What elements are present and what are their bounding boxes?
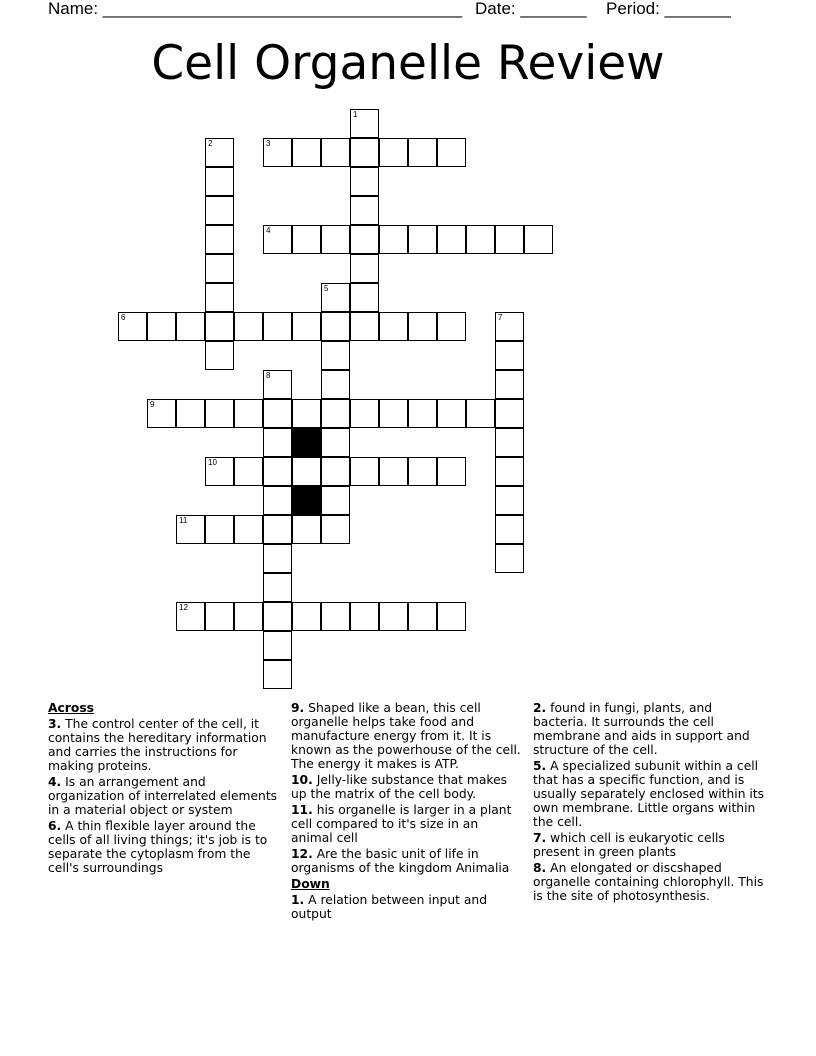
crossword-cell[interactable] xyxy=(321,283,350,312)
crossword-cell[interactable] xyxy=(495,428,524,457)
clue-text: which cell is eukaryotic cells present in green plants xyxy=(533,831,725,859)
clue-number-label: 8 xyxy=(266,371,271,380)
crossword-cell[interactable] xyxy=(292,225,321,254)
crossword-cell[interactable] xyxy=(321,341,350,370)
blocked-cell xyxy=(292,486,321,515)
crossword-cell[interactable] xyxy=(263,457,292,486)
clue-number: 4. xyxy=(48,775,62,789)
clue-across-12 xyxy=(291,847,523,875)
crossword-cell[interactable] xyxy=(176,312,205,341)
crossword-cell[interactable] xyxy=(350,138,379,167)
crossword-cell[interactable] xyxy=(321,399,350,428)
crossword-cell[interactable] xyxy=(321,602,350,631)
clue-across-10 xyxy=(291,773,523,801)
crossword-cell[interactable] xyxy=(379,312,408,341)
crossword-cell[interactable] xyxy=(118,312,147,341)
clue-number-label: 5 xyxy=(324,284,329,293)
crossword-cell[interactable] xyxy=(292,515,321,544)
clue-number-label: 6 xyxy=(121,313,126,322)
clue-across-4 xyxy=(48,775,280,817)
crossword-cell[interactable] xyxy=(321,457,350,486)
crossword-cell[interactable] xyxy=(263,138,292,167)
clue-number: 9. xyxy=(291,701,305,715)
clue-text: found in fungi, plants, and bacteria. It surrounds the cell membrane and aids in support and structure of the cell. xyxy=(533,701,750,757)
crossword-cell[interactable] xyxy=(408,399,437,428)
clue-number: 1. xyxy=(291,893,305,907)
clue-number-label: 9 xyxy=(150,400,155,409)
clue-text: Jelly-like substance that makes up the matrix of the cell body. xyxy=(291,773,508,801)
crossword-cell[interactable] xyxy=(205,515,234,544)
name-field[interactable]: Name: ______________________________________ xyxy=(48,0,463,18)
crossword-cell[interactable] xyxy=(495,341,524,370)
crossword-cell[interactable] xyxy=(350,254,379,283)
crossword-cell[interactable] xyxy=(292,602,321,631)
crossword-cell[interactable] xyxy=(495,486,524,515)
blocked-cell xyxy=(292,428,321,457)
crossword-cell[interactable] xyxy=(350,312,379,341)
crossword-cell[interactable] xyxy=(437,138,466,167)
down-heading: Down xyxy=(291,877,330,891)
crossword-cell[interactable] xyxy=(437,312,466,341)
clue-number-label: 12 xyxy=(179,603,188,612)
crossword-cell[interactable] xyxy=(350,283,379,312)
clue-column-3 xyxy=(533,701,768,905)
clue-text: A relation between input and output xyxy=(291,893,488,921)
clue-down-8 xyxy=(533,861,768,903)
clue-number-label: 4 xyxy=(266,226,271,235)
crossword-cell[interactable] xyxy=(205,283,234,312)
clue-number-label: 3 xyxy=(266,139,271,148)
crossword-cell[interactable] xyxy=(437,225,466,254)
crossword-cell[interactable] xyxy=(147,312,176,341)
crossword-cell[interactable] xyxy=(350,602,379,631)
crossword-cell[interactable] xyxy=(379,457,408,486)
clue-number: 3. xyxy=(48,717,62,731)
crossword-cell[interactable] xyxy=(292,138,321,167)
clue-text: Are the basic unit of life in organisms of the kingdom Animalia xyxy=(291,847,510,875)
crossword-cell[interactable] xyxy=(466,399,495,428)
clue-number: 5. xyxy=(533,759,547,773)
crossword-cell[interactable] xyxy=(321,370,350,399)
crossword-cell[interactable] xyxy=(205,399,234,428)
crossword-cell[interactable] xyxy=(176,399,205,428)
crossword-cell[interactable] xyxy=(205,457,234,486)
crossword-cell[interactable] xyxy=(350,399,379,428)
crossword-cell[interactable] xyxy=(263,312,292,341)
crossword-cell[interactable] xyxy=(205,225,234,254)
crossword-cell[interactable] xyxy=(176,515,205,544)
crossword-cell[interactable] xyxy=(292,457,321,486)
clue-text: A thin flexible layer around the cells of all living things; it's job is to separate the cytoplasm from the cell's surroundings xyxy=(48,819,268,875)
crossword-cell[interactable] xyxy=(495,312,524,341)
crossword-cell[interactable] xyxy=(379,225,408,254)
crossword-cell[interactable] xyxy=(234,312,263,341)
crossword-cell[interactable] xyxy=(379,399,408,428)
crossword-cell[interactable] xyxy=(234,602,263,631)
clue-number: 10. xyxy=(291,773,313,787)
crossword-cell[interactable] xyxy=(321,312,350,341)
crossword-cell[interactable] xyxy=(437,399,466,428)
crossword-cell[interactable] xyxy=(408,138,437,167)
clue-number: 2. xyxy=(533,701,547,715)
clue-number-label: 10 xyxy=(208,458,217,467)
crossword-cell[interactable] xyxy=(321,515,350,544)
crossword-cell[interactable] xyxy=(321,225,350,254)
clue-number: 8. xyxy=(533,861,547,875)
crossword-cell[interactable] xyxy=(205,341,234,370)
across-heading: Across xyxy=(48,701,94,715)
period-field[interactable]: Period: _______ xyxy=(606,0,731,18)
date-field[interactable]: Date: _______ xyxy=(475,0,587,18)
crossword-cell[interactable] xyxy=(263,399,292,428)
clue-text: An elongated or discshaped organelle containing chlorophyll. This is the site of photosynthesis. xyxy=(533,861,764,903)
crossword-cell[interactable] xyxy=(495,544,524,573)
crossword-cell[interactable] xyxy=(437,602,466,631)
crossword-cell[interactable] xyxy=(350,196,379,225)
crossword-cell[interactable] xyxy=(263,370,292,399)
crossword-cell[interactable] xyxy=(408,457,437,486)
crossword-cell[interactable] xyxy=(350,109,379,138)
crossword-cell[interactable] xyxy=(234,399,263,428)
crossword-cell[interactable] xyxy=(205,312,234,341)
clue-across-9 xyxy=(291,701,523,771)
clue-across-3 xyxy=(48,717,280,773)
crossword-cell[interactable] xyxy=(437,457,466,486)
clue-text: A specialized subunit within a cell that has a specific function, and is usually separately enclosed within its own membrane. Little organs within the cell. xyxy=(533,759,765,829)
crossword-cell[interactable] xyxy=(205,254,234,283)
crossword-cell[interactable] xyxy=(205,167,234,196)
crossword-cell[interactable] xyxy=(524,225,553,254)
clue-number-label: 7 xyxy=(498,313,503,322)
crossword-cell[interactable] xyxy=(466,225,495,254)
clue-down-2 xyxy=(533,701,768,757)
clue-column-2 xyxy=(291,701,523,923)
clue-number-label: 11 xyxy=(179,516,188,525)
crossword-cell[interactable] xyxy=(263,544,292,573)
crossword-cell[interactable] xyxy=(263,602,292,631)
clue-down-5 xyxy=(533,759,768,829)
page-title: Cell Organelle Review xyxy=(151,36,665,91)
crossword-cell[interactable] xyxy=(263,631,292,660)
crossword-cell[interactable] xyxy=(495,225,524,254)
clue-number: 6. xyxy=(48,819,62,833)
crossword-cell[interactable] xyxy=(321,486,350,515)
crossword-cell[interactable] xyxy=(321,428,350,457)
clue-text: his organelle is larger in a plant cell compared to it's size in an animal cell xyxy=(291,803,512,845)
crossword-cell[interactable] xyxy=(350,225,379,254)
clue-number: 11. xyxy=(291,803,313,817)
crossword-cell[interactable] xyxy=(408,225,437,254)
crossword-cell[interactable] xyxy=(408,602,437,631)
crossword-cell[interactable] xyxy=(379,138,408,167)
crossword-cell[interactable] xyxy=(263,486,292,515)
clue-text: The control center of the cell, it contains the hereditary information and carries the instructions for making proteins. xyxy=(48,717,267,773)
crossword-cell[interactable] xyxy=(234,515,263,544)
crossword-cell[interactable] xyxy=(350,457,379,486)
crossword-cell[interactable] xyxy=(176,602,205,631)
clue-down-1 xyxy=(291,893,523,921)
crossword-cell[interactable] xyxy=(263,573,292,602)
crossword-cell[interactable] xyxy=(205,138,234,167)
clue-number-label: 2 xyxy=(208,139,213,148)
crossword-cell[interactable] xyxy=(408,312,437,341)
crossword-cell[interactable] xyxy=(263,428,292,457)
crossword-cell[interactable] xyxy=(147,399,176,428)
crossword-cell[interactable] xyxy=(379,602,408,631)
clue-text: Is an arrangement and organization of interrelated elements in a material object or system xyxy=(48,775,278,817)
crossword-cell[interactable] xyxy=(263,515,292,544)
crossword-cell[interactable] xyxy=(321,138,350,167)
crossword-cell[interactable] xyxy=(234,457,263,486)
clue-text: Shaped like a bean, this cell organelle helps take food and manufacture energy from it. It is known as the powerhouse of the cell. The energy it makes is ATP. xyxy=(291,701,521,771)
crossword-cell[interactable] xyxy=(495,515,524,544)
crossword-cell[interactable] xyxy=(292,312,321,341)
crossword-cell[interactable] xyxy=(263,660,292,689)
clue-down-7 xyxy=(533,831,768,859)
crossword-cell[interactable] xyxy=(495,399,524,428)
crossword-cell[interactable] xyxy=(205,602,234,631)
clue-column-1 xyxy=(48,701,280,877)
clue-across-6 xyxy=(48,819,280,875)
crossword-cell[interactable] xyxy=(350,167,379,196)
clue-number: 12. xyxy=(291,847,313,861)
crossword-cell[interactable] xyxy=(292,399,321,428)
crossword-cell[interactable] xyxy=(263,225,292,254)
crossword-cell[interactable] xyxy=(495,457,524,486)
crossword-cell[interactable] xyxy=(205,196,234,225)
crossword-cell[interactable] xyxy=(495,370,524,399)
clue-number: 7. xyxy=(533,831,547,845)
clue-number-label: 1 xyxy=(353,110,358,119)
clue-across-11 xyxy=(291,803,523,845)
